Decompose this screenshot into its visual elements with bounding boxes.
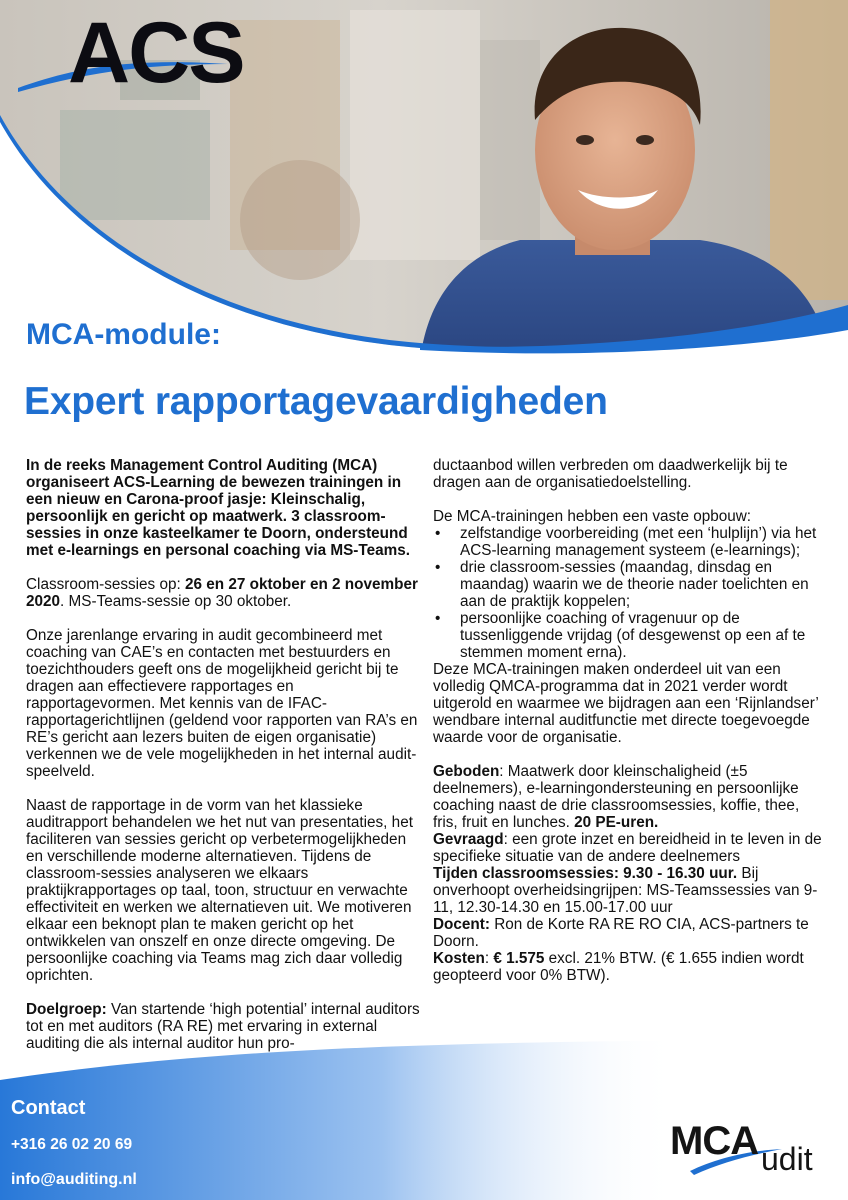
requested-line [433, 831, 828, 865]
sessions-paragraph [26, 576, 422, 610]
teacher-line [433, 916, 828, 950]
list-item: • zelfstandige voorbereiding (met een ‘hulplijn’) via het ACS-learning management systeem (e-learnings); [433, 525, 828, 559]
module-label: MCA-module: [26, 318, 221, 351]
structure-intro: De MCA-trainingen hebben een vaste opbouw: [433, 508, 752, 525]
list-item: • drie classroom-sessies (maandag, dinsdag en maandag) waarin we de theorie nader toelichten en aan de praktijk koppelen; [433, 559, 828, 610]
experience-paragraph: Onze jarenlange ervaring in audit gecombineerd met coaching van CAE’s en contacten met bestuurders en toezichthouders geeft ons de mogelijkheid gericht bij te dragen aan effectievere rapportages en rapportagevormen. Met kennis van de IFAC-rapportagerichtlijnen (geldend voor rapporten van RA’s en RE’s gericht aan lezers buiten de eigen organisatie) verkennen we de vele mogelijkheden in het internal audit-speelveld. [26, 627, 418, 780]
costs-line [433, 950, 828, 984]
reporting-paragraph: Naast de rapportage in de vorm van het klassieke auditrapport behandelen we het nut van presentaties, het faciliteren van sessies gericht op verbetermogelijkheden en verschillende moderne alternatieven. Tijdens de classroom-sessies analyseren we elkaars praktijkrapportages op taal, toon, structuur en verwachte effectiviteit en werken we alternatieven uit. We motiveren elkaar een beknopt plan te maken gericht op het ontwikkelen van onszelf en onze directe omgeving. De persoonlijke coaching via Teams mag zich daar volledig oprichten. [26, 797, 413, 984]
times-text: Bij onverhoopt overheidsingrijpen: MS-Teamssessies van 9-11, 12.30-14.30 en 15.00-17.00 uur [433, 865, 818, 916]
details-block [433, 763, 828, 984]
costs-label: Kosten [433, 950, 485, 967]
continuation-paragraph: ductaanbod willen verbreden om daadwerkelijk bij te dragen aan de organisatiedoelstelling. [433, 457, 788, 491]
mca-audit-logo [670, 1115, 820, 1177]
contact-phone[interactable]: +316 26 02 20 69 [11, 1136, 133, 1153]
page-title: Expert rapportagevaardigheden [24, 380, 608, 423]
intro-paragraph: In de reeks Management Control Auditing (MCA) organiseert ACS-Learning de bewezen trainingen in een nieuw en Carona-proof jasje: Kleinschalig, persoonlijk en gericht op maatwerk. 3 classroom-sessies in onze kasteelkamer te Doorn, ondersteund met e-learnings en personal coaching via MS-Teams. [26, 457, 410, 559]
target-audience-text: Van startende ‘high potential’ internal auditors tot en met auditors (RA RE) met ervaring in external auditing die als internal auditor hun pro- [26, 1001, 420, 1052]
costs-text: excl. 21% BTW. (€ 1.655 indien wordt geopteerd voor 0% BTW). [433, 950, 804, 984]
left-column [26, 457, 422, 1069]
sessions-dates: 26 en 27 oktober en 2 november 2020 [26, 576, 418, 610]
structure-list [433, 525, 828, 661]
mca-logo-udit: udit [761, 1141, 813, 1177]
list-item: • persoonlijke coaching of vragenuur op de tussenliggende vrijdag (of desgewenst op een af te stemmen moment erna). [433, 610, 828, 661]
hero-photo [0, 0, 848, 360]
target-audience-label: Doelgroep: [26, 1001, 107, 1018]
mca-logo-text: MCA [670, 1119, 759, 1163]
offered-line [433, 763, 828, 831]
times-line [433, 865, 828, 916]
costs-colon: : [484, 950, 494, 967]
requested-text: : een grote inzet en bereidheid in te leven in de specifieke situatie van de andere deelnemers [433, 831, 822, 865]
sessions-prefix: Classroom-sessies op: [26, 576, 185, 593]
times-label: Tijden classroomsessies: 9.30 - 16.30 uur. [433, 865, 738, 882]
acs-logo [18, 5, 258, 101]
contact-email[interactable]: info@auditing.nl [11, 1171, 137, 1188]
contact-title: Contact [11, 1097, 86, 1119]
right-column [433, 457, 828, 984]
target-audience-paragraph [26, 1001, 422, 1052]
requested-label: Gevraagd [433, 831, 504, 848]
pe-hours: 20 PE-uren. [574, 814, 659, 831]
teacher-label: Docent: [433, 916, 490, 933]
teacher-text: Ron de Korte RA RE RO CIA, ACS-partners te Doorn. [433, 916, 809, 950]
costs-amount: € 1.575 [493, 950, 545, 967]
sessions-suffix: . MS-Teams-sessie op 30 oktober. [60, 593, 292, 610]
acs-logo-text: ACS [68, 5, 244, 101]
program-paragraph: Deze MCA-trainingen maken onderdeel uit van een volledig QMCA-programma dat in 2021 verder wordt uitgerold en waarmee we bijdragen aan een ‘Rijnlandser’ wendbare internal auditfunctie met directe toegevoegde waarde voor de organisatie. [433, 661, 819, 746]
offered-label: Geboden [433, 763, 500, 780]
offered-text: : Maatwerk door kleinschaligheid (±5 deelnemers), e-learningondersteuning en persoonlijke coaching naast de drie classroomsessies, koffie, thee, fris, fruit en lunches. [433, 763, 800, 831]
